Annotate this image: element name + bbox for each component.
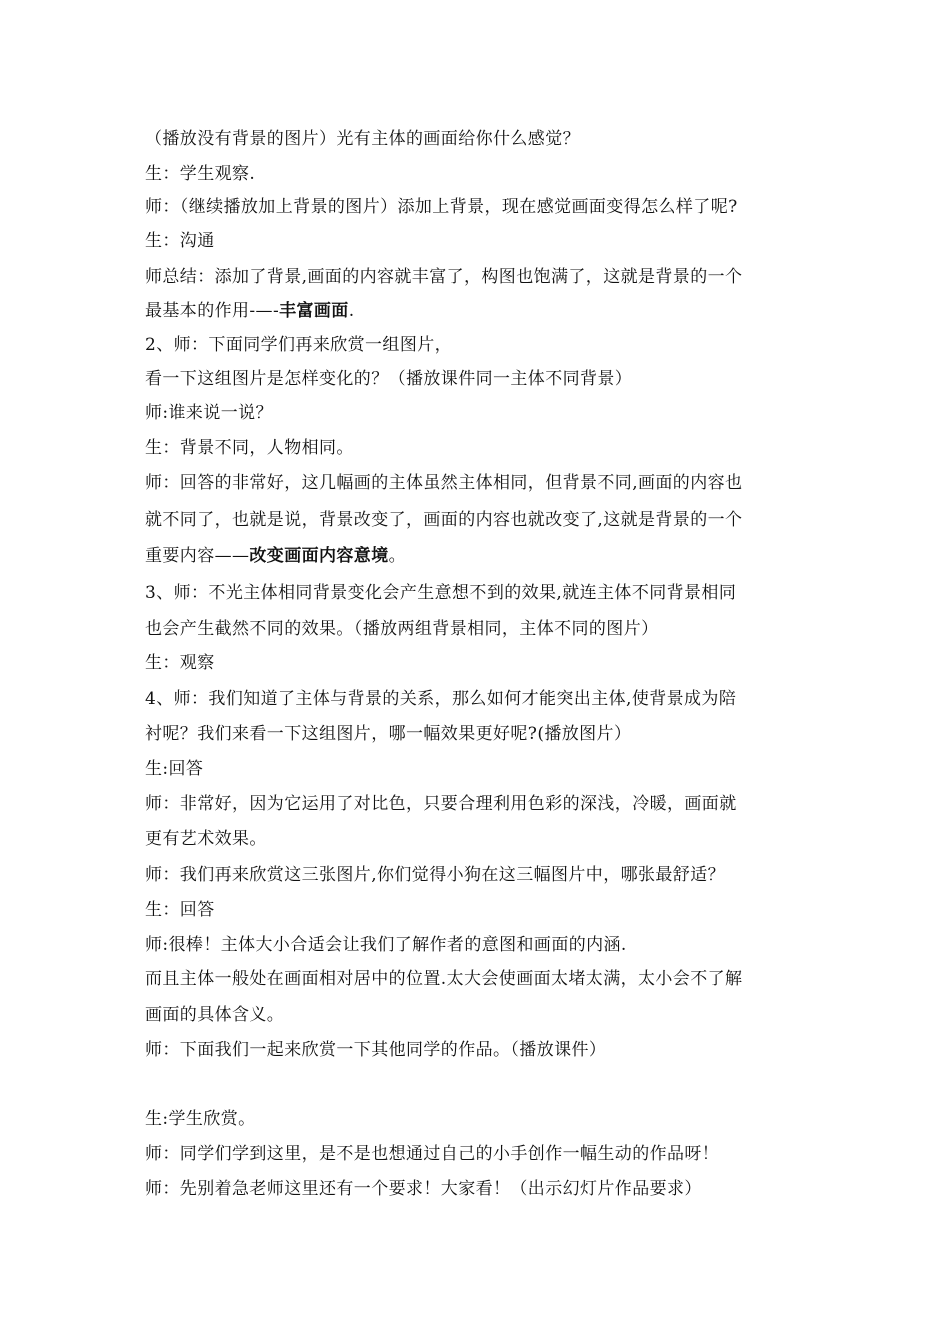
text-line: 也会产生截然不同的效果。（播放两组背景相同，主体不同的图片）: [145, 619, 659, 639]
text-line: 生：学生观察.: [145, 164, 256, 184]
text-line: 3、师：不光主体相同背景变化会产生意想不到的效果,就连主体不同背景相同: [145, 583, 737, 603]
line-text: 。: [388, 546, 407, 566]
text-line: [145, 300, 815, 322]
text-line: 生：回答: [145, 900, 215, 920]
emphasis-text: 丰富画面: [279, 301, 349, 321]
text-line: 师总结：添加了背景,画面的内容就丰富了，构图也饱满了，这就是背景的一个: [145, 267, 743, 287]
line-text: 最基本的作用-—-: [145, 301, 280, 321]
line-text: .: [348, 301, 355, 321]
text-line: 衬呢？我们来看一下这组图片，哪一幅效果更好呢?(播放图片）: [145, 724, 632, 744]
text-line: 师:谁来说一说？: [145, 403, 273, 423]
text-line: 师：同学们学到这里，是不是也想通过自己的小手创作一幅生动的作品呀！: [145, 1144, 720, 1164]
text-line: 师：我们再来欣赏这三张图片,你们觉得小狗在这三幅图片中，哪张最舒适？: [145, 865, 726, 885]
text-line: [145, 545, 815, 567]
text-line: （播放没有背景的图片）光有主体的画面给你什么感觉？: [145, 129, 580, 149]
text-line: 2、师：下面同学们再来欣赏一组图片，: [145, 335, 453, 355]
text-line: 画面的具体含义。: [145, 1005, 285, 1025]
text-line: 看一下这组图片是怎样变化的？（播放课件同一主体不同背景）: [145, 369, 633, 389]
text-line: 生：观察: [145, 653, 215, 673]
text-line: 4、师：我们知道了主体与背景的关系，那么如何才能突出主体,使背景成为陪: [145, 689, 737, 709]
text-line: 生：沟通: [145, 231, 215, 251]
text-line: 师：下面我们一起来欣赏一下其他同学的作品。（播放课件）: [145, 1040, 607, 1060]
text-line: 更有艺术效果。: [145, 829, 267, 849]
text-line: 师：（继续播放加上背景的图片）添加上背景，现在感觉画面变得怎么样了呢?: [145, 197, 738, 217]
text-line: 师：先别着急老师这里还有一个要求！大家看！（出示幻灯片作品要求）: [145, 1179, 702, 1199]
text-line: 师：非常好，因为它运用了对比色，只要合理利用色彩的深浅，冷暖，画面就: [145, 794, 737, 814]
text-line: 生：背景不同，人物相同。: [145, 438, 354, 458]
line-text: 重要内容——: [145, 546, 250, 566]
text-line: 生:回答: [145, 759, 204, 779]
text-line: 而且主体一般处在画面相对居中的位置.太大会使画面太堵太满，太小会不了解: [145, 969, 743, 989]
text-line: 师:很棒！主体大小合适会让我们了解作者的意图和画面的内涵.: [145, 935, 627, 955]
text-line: 师：回答的非常好，这几幅画的主体虽然主体相同，但背景不同,画面的内容也: [145, 473, 743, 493]
emphasis-text: 改变画面内容意境: [249, 546, 389, 566]
text-line: 就不同了，也就是说，背景改变了，画面的内容也就改变了,这就是背景的一个: [145, 510, 743, 530]
text-line: 生:学生欣赏。: [145, 1109, 256, 1129]
